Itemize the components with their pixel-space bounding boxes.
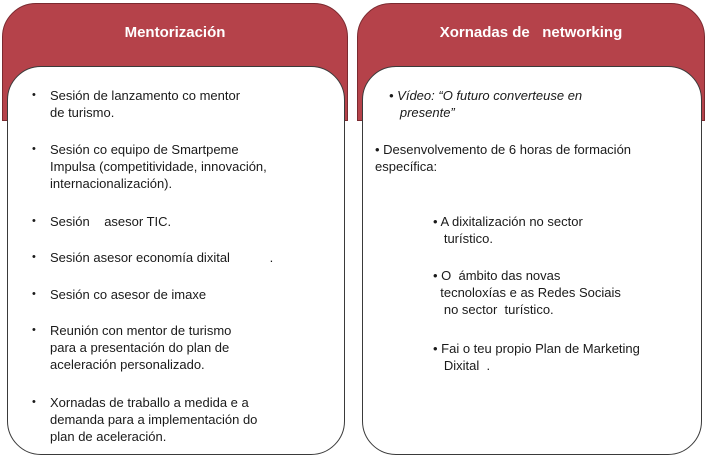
list-item: Sesión de lanzamento co mentor de turismo. xyxy=(50,88,241,120)
sub-list-item: • Fai o teu propio Plan de Marketing Dixital . xyxy=(433,341,640,373)
video-item: • Vídeo: “O futuro converteuse en presente” xyxy=(389,88,583,120)
list-item: Sesión asesor economía dixital . xyxy=(50,250,274,265)
list-item: Sesión co asesor de imaxe xyxy=(50,287,207,302)
bullet-icon: • xyxy=(32,215,36,227)
list-item: Sesión asesor TIC. xyxy=(50,214,172,229)
networking-panel xyxy=(357,3,705,455)
mentorizacion-panel xyxy=(2,3,348,455)
bullet-icon: • xyxy=(32,251,36,263)
training-item: • Desenvolvemento de 6 horas de formación específica: xyxy=(375,142,632,174)
bullet-icon: • xyxy=(32,143,36,155)
sub-list-item: • O ámbito das novas tecnoloxías e as Redes Sociais no sector turístico. xyxy=(433,268,621,317)
networking-body xyxy=(362,66,702,455)
bullet-icon: • xyxy=(32,324,36,336)
list-item: Reunión con mentor de turismo para a presentación do plan de aceleración personalizado. xyxy=(50,323,232,372)
bullet-icon: • xyxy=(32,288,36,300)
list-item: Sesión co equipo de Smartpeme Impulsa (competitividade, innovación, internacionalización). xyxy=(50,142,267,191)
sub-list-item: • A dixitalización no sector turístico. xyxy=(433,214,583,246)
bullet-icon: • xyxy=(32,89,36,101)
networking-title: Xornadas de networking xyxy=(439,24,623,41)
list-item: Xornadas de traballo a medida e a demanda para a implementación do plan de aceleración. xyxy=(50,395,258,444)
bullet-icon: • xyxy=(32,396,36,408)
mentorizacion-title: Mentorización xyxy=(124,24,226,41)
mentorizacion-body xyxy=(7,66,345,455)
